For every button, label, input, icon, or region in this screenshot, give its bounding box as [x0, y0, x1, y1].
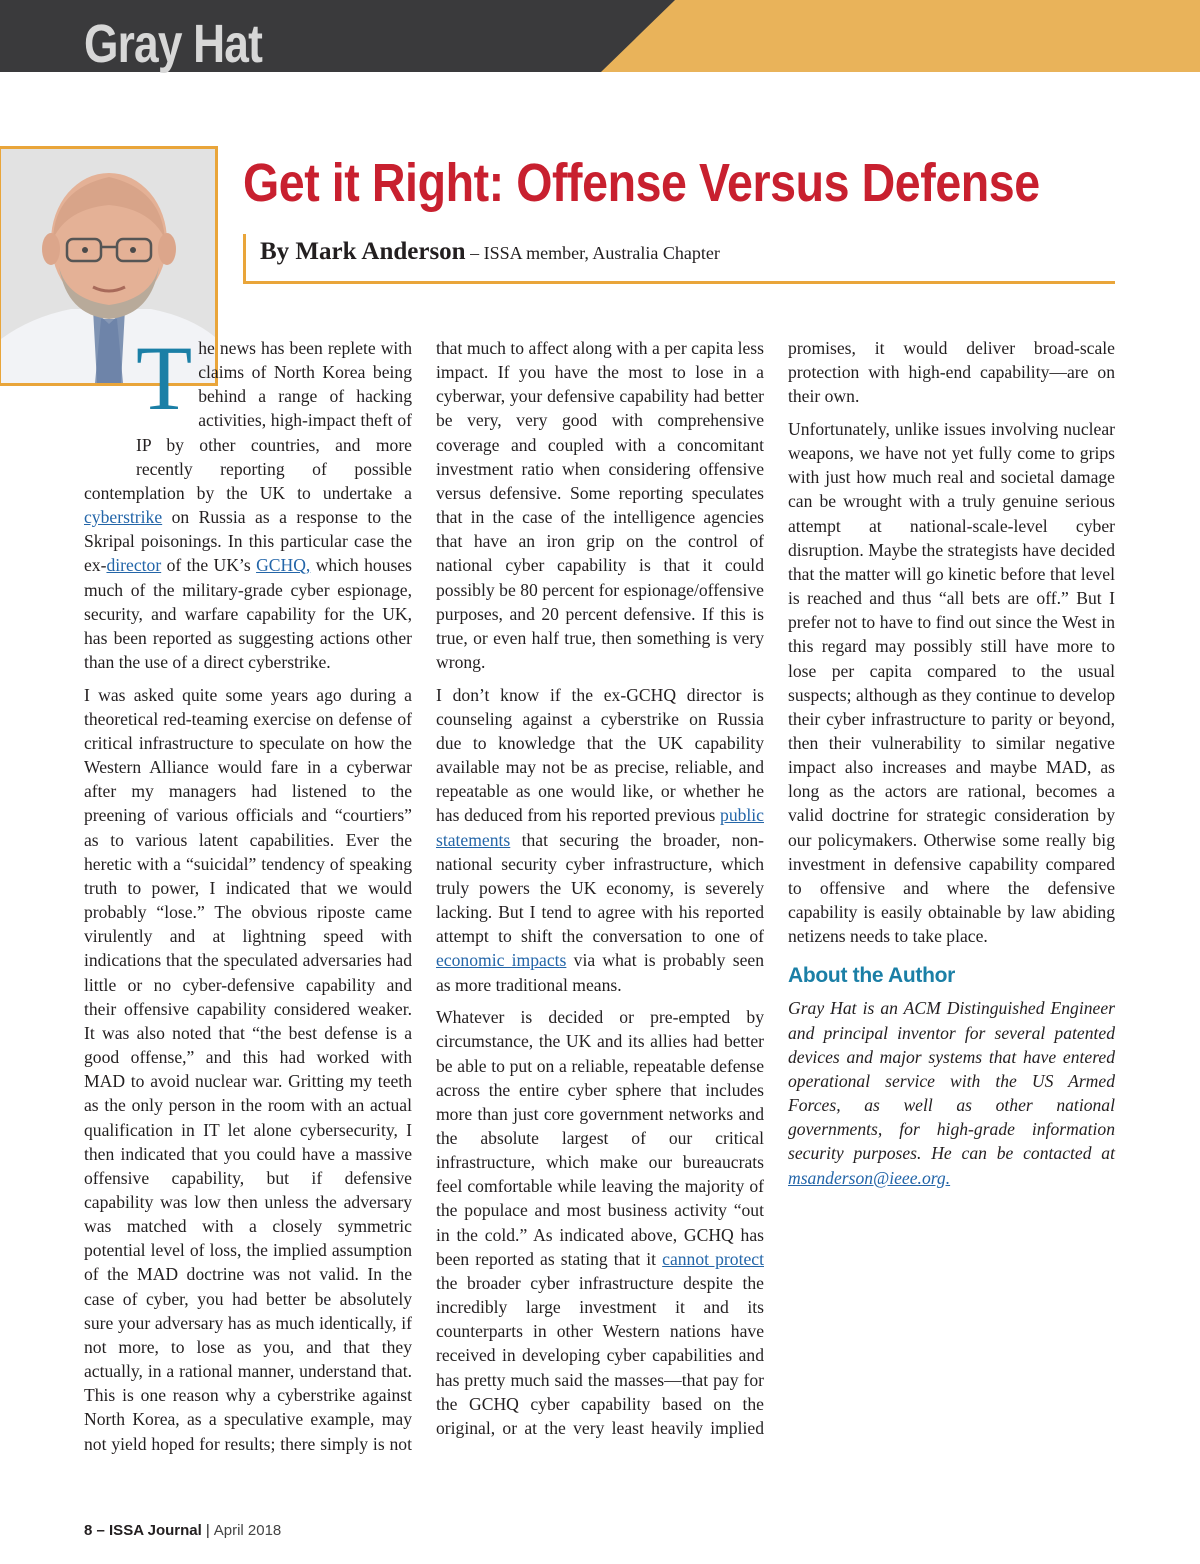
text-run: he news has been replete with claims of North Korea being behind a range of hacking activities, high-impact theft of IP by other countries, and more recently reporting of possible contemplation by the UK to undertake a — [84, 338, 412, 503]
article-column-2 — [436, 336, 764, 1449]
article-column-1 — [84, 327, 413, 1464]
text-run: I don’t know if the ex-GCHQ director is counseling against a cyberstrike on Russia due to knowledge that the UK capability available may not be as precise, reliable, and repeatable as one would like, or whether he has deduced from his reported previous — [436, 684, 764, 826]
paragraph-2-continued: that much to affect along with a per capita less impact. If you have the most to lose in a cyberwar, your defensive capability had better be very, very good with comprehensive coverage and coupled with a concomitant investment ratio when considering offensive versus defensive. Some reporting speculates that in the case of the intelligence agencies that have an iron grip on the control of national cyber capability is that it could possibly be 80 percent for espionage/offensive purposes, and 20 percent defensive. If this is true, or even half true, then something is very wrong. — [436, 338, 764, 673]
page-footer — [84, 1521, 281, 1541]
text-run: via what is probably seen as more traditional means. — [436, 950, 764, 995]
text-run: of the UK’s — [161, 555, 257, 576]
paragraph-4-continued: promises, it would deliver broad-scale protection with high-end capability—are on their own. — [788, 338, 1115, 407]
text-run: Gray Hat is an ACM Distinguished Engineer and principal inventor for several patented devices and major systems that have entered operational service with the US Armed Forces, as well as other national governments, for high-grade information security purposes. He can be contacted at — [788, 998, 1115, 1164]
byline — [243, 234, 1115, 284]
text-run: the broader cyber infrastructure despite the incredibly large investment it and its counterparts in other Western nations have received in developing cyber capabilities and has pretty much said the masses—that pay for the GCHQ cyber capability based on the original, or at the very least heavily implied — [436, 1272, 764, 1438]
paragraph-3 — [436, 683, 764, 997]
text-run: that securing the broader, non-national security cyber infrastructure, which truly powers the UK economy, is severely lacking. But I tend to agree with his reported attempt to shift the conversation to one of — [436, 829, 764, 947]
link-economic-impacts[interactable]: economic impacts — [436, 950, 567, 971]
link-director[interactable]: director — [106, 555, 162, 576]
about-author-text — [788, 996, 1115, 1189]
paragraph-1 — [84, 327, 413, 674]
paragraph-4 — [436, 1005, 764, 1440]
footer-separator: | — [205, 1522, 210, 1539]
paragraph-5: Unfortunately, unlike issues involving nuclear weapons, we have not yet fully come to grips with just how much real and societal damage can be wrought with a truly genuine serious attempt at national-scale-level cyber disruption. Maybe the strategists have decided that the matter will go kinetic before that level is reached and thus “all bets are off.” But I prefer not to have to find out since the West in this regard may possibly still have more to lose per capita compared to the usual suspects; although as they continue to develop their cyber infrastructure to parity or beyond, then their vulnerability to similar negative impact also increases and maybe MAD, as long as the actors are rational, becomes a valid doctrine for strategic consideration by our policymakers. Otherwise some really big investment in defensive capability compared to offensive and where the defensive capability is easily obtainable by law abiding netizens needs to take place. — [788, 418, 1115, 947]
article-column-3 — [788, 336, 1115, 1198]
author-email-link[interactable]: msanderson@ieee.org. — [788, 1167, 951, 1188]
drop-cap: T — [136, 327, 193, 429]
photo-wrap-spacer — [0, 336, 136, 480]
link-cyberstrike[interactable]: cyberstrike — [84, 507, 163, 528]
about-author-heading: About the Author — [788, 964, 956, 988]
link-cannot-protect[interactable]: cannot protect — [662, 1248, 764, 1269]
byline-author: By Mark Anderson — [260, 238, 466, 265]
footer-issue-date: April 2018 — [213, 1522, 282, 1539]
text-run: on Russia as a response to the Skripal poisonings. In this particular case the ex- — [84, 507, 412, 576]
link-public-statements[interactable]: public statements — [436, 805, 764, 850]
article-title: Get it Right: Offense Versus Defense — [243, 153, 1040, 213]
byline-affiliation: – ISSA member, Australia Chapter — [465, 243, 720, 263]
footer-page-label: 8 – ISSA Journal — [84, 1522, 202, 1539]
text-run: which houses much of the military-grade cyber espionage, security, and warfare capability for the UK, has been reported as suggesting actions other than the use of a direct cyberstrike. — [84, 555, 413, 673]
column-title: Gray Hat — [84, 14, 263, 74]
link-gchq[interactable]: GCHQ, — [256, 555, 311, 576]
paragraph-2: I was asked quite some years ago during a theoretical red-teaming exercise on defense of critical infrastructure to speculate on how the Western Alliance would fare in a cyberwar after my managers had listened to the preening of various officials and “courtiers” as to various latent capabilities. Ever the heretic with a “suicidal” tendency of speaking truth to power, I indicated that we would probably “lose.” The obvious riposte came virulently and at lightning speed with indications that the speculated adversaries had little or no cyber-defensive capability and their offensive capability considered weaker. It was also noted that “the best defense is a good offense,” and this had worked with MAD to avoid nuclear war. Gritting my teeth as the only person in the room with an actual qualification in IT let alone cybersecurity, I then indicated that you could have a massive offensive capability, but if defensive capability was low then unless the adversary was matched with a closely symmetric potential level of loss, the implied assumption of the MAD doctrine was not valid. In the case of cyber, you had better be absolutely sure your adversary has as much identically, if not more, to lose as you, and that they actually, in a rational manner, understand that. This is one reason why a cyberstrike against North Korea, as a speculative example, may not yield hoped for results; there simply is not — [84, 684, 412, 1454]
text-run: Whatever is decided or pre-empted by circumstance, the UK and its allies had better be able to put on a reliable, repeatable defense across the entire cyber sphere that includes more than just core government networks and the absolute largest of our critical infrastructure, which make our bureaucrats feel comfortable while leaving the majority of the populace and most business activity “out in the cold.” As indicated above, GCHQ has been reported as stating that it — [436, 1007, 764, 1269]
